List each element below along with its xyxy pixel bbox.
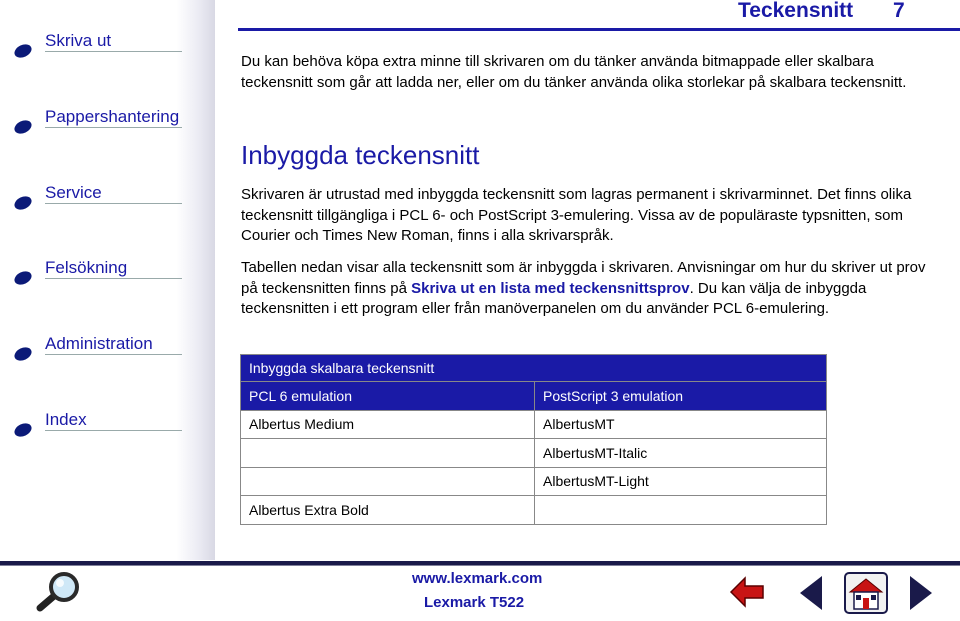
magnifier-icon[interactable] xyxy=(30,568,90,616)
font-sample-link[interactable]: Skriva ut en lista med teckensnittsprov xyxy=(411,279,690,297)
table-row xyxy=(241,467,827,496)
nav-divider xyxy=(45,127,182,128)
back-arrow-icon[interactable] xyxy=(727,572,767,612)
previous-page-icon[interactable] xyxy=(798,574,824,612)
nav-item-label: Skriva ut xyxy=(45,31,112,50)
body-paragraph-1: Skrivaren är utrustad med inbyggda teckensnitt som lagras permanent i skrivarminnet. Det finns olika teckensnitt tillgängliga i PCL 6- och PostScript 3-emulering. Vissa av de populäraste typsnitten, som Courier och Times New Roman, finns i alla skrivarspråk. xyxy=(241,186,912,244)
table-cell: AlbertusMT-Light xyxy=(535,467,827,496)
fonts-table xyxy=(240,354,827,525)
nav-item-felsokning[interactable] xyxy=(10,249,182,289)
section-heading: Inbyggda teckensnitt xyxy=(241,140,480,170)
nav-item-label: Pappershantering xyxy=(45,107,180,126)
table-cell: AlbertusMT-Italic xyxy=(535,439,827,468)
table-cell: Albertus Medium xyxy=(241,410,535,439)
body-text: Tabellen nedan visar alla teckensnitt som är inbyggda i skrivaren. Anvisningar om hur du skriver ut prov på teckensnitten finns på xyxy=(241,259,926,297)
table-title: Inbyggda skalbara teckensnitt xyxy=(241,355,827,382)
page-number: 7 xyxy=(893,0,905,22)
nav-divider xyxy=(45,203,182,204)
next-page-icon[interactable] xyxy=(908,574,934,612)
nav-bullet-icon xyxy=(12,269,33,287)
nav-bullet-icon xyxy=(12,345,33,363)
nav-divider xyxy=(45,430,182,431)
nav-bullet-icon xyxy=(12,421,33,439)
nav-item-pappershantering[interactable] xyxy=(10,98,182,138)
intro-paragraph: Du kan behöva köpa extra minne till skrivaren om du tänker använda bitmappade eller skalbara teckensnitt som går att ladda ner, eller om du tänker använda olika storlekar på skalbara teckensnitt. xyxy=(241,53,907,91)
nav-divider xyxy=(45,354,182,355)
nav-divider xyxy=(45,51,182,52)
table-title-row xyxy=(241,355,827,382)
nav-item-label: Service xyxy=(45,183,102,202)
body-text: . Du kan välja de inbyggda teckensnitten i ett program eller från manöverpanelen om du använder PCL 6-emulering. xyxy=(241,279,867,317)
nav-item-label: Administration xyxy=(45,334,153,353)
home-icon[interactable] xyxy=(844,572,888,614)
nav-item-service[interactable] xyxy=(10,174,182,214)
table-row xyxy=(241,496,827,525)
table-header-row xyxy=(241,382,827,411)
column-header: PostScript 3 emulation xyxy=(535,382,827,411)
table-row xyxy=(241,439,827,468)
nav-bullet-icon xyxy=(12,194,33,212)
nav-bullet-icon xyxy=(12,42,33,60)
nav-item-administration[interactable] xyxy=(10,325,182,365)
nav-item-skriva-ut[interactable] xyxy=(10,22,182,62)
table-cell: Albertus Extra Bold xyxy=(241,496,535,525)
table-row xyxy=(241,410,827,439)
body-paragraph-2 xyxy=(241,258,941,320)
nav-item-label: Felsökning xyxy=(45,258,128,277)
header-title: Teckensnitt xyxy=(738,0,854,22)
side-navigation xyxy=(0,0,215,560)
nav-item-index[interactable] xyxy=(10,401,182,441)
table-cell xyxy=(241,439,535,468)
product-name: Lexmark T522 xyxy=(424,594,525,611)
column-header: PCL 6 emulation xyxy=(241,382,535,411)
nav-divider xyxy=(45,278,182,279)
table-cell: AlbertusMT xyxy=(535,410,827,439)
website-link[interactable]: www.lexmark.com xyxy=(412,570,543,587)
table-cell xyxy=(241,467,535,496)
table-cell xyxy=(535,496,827,525)
nav-bullet-icon xyxy=(12,118,33,136)
nav-item-label: Index xyxy=(45,410,87,429)
header-rule xyxy=(238,28,960,31)
